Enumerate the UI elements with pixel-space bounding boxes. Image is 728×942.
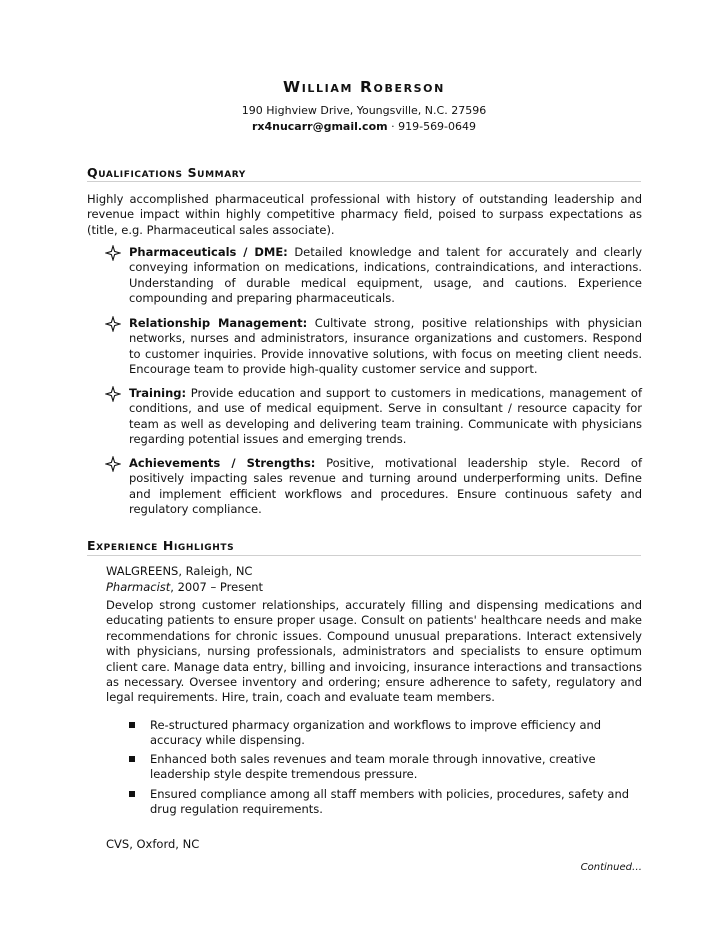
qualifications-summary: Highly accomplished pharmaceutical professional with history of outstanding leadership and revenue impact within highly competitive pharmacy field, poised to surpass expectations as (title, e.g. Pharmaceutical sales associate). <box>87 192 642 237</box>
square-bullet-icon <box>129 791 135 797</box>
job-description: Develop strong customer relationships, accurately filling and dispensing medications and educating patients to ensure proper usage. Consult on patients' healthcare needs and make recommendations for chronic issues. Compound unusual preparations. Interact extensively with physicians, nursing professionals, administrators and specialists to ensure optimum client care. Manage data entry, billing and invoicing, insurance interactions and transactions as necessary. Oversee inventory and ordering; ensure adherence to safety, regulatory and legal requirements. Hire, train, coach and evaluate team members. <box>106 598 642 705</box>
qualification-text <box>129 456 642 518</box>
job-role: Pharmacist <box>106 580 171 594</box>
qualification-lead: Training: <box>129 386 187 400</box>
candidate-address: 190 Highview Drive, Youngsville, N.C. 27596 <box>241 104 487 117</box>
diamond-bullet-icon <box>105 245 121 261</box>
candidate-phone: · 919-569-0649 <box>387 120 477 133</box>
qualification-lead: Pharmaceuticals / DME: <box>129 245 288 259</box>
section-divider <box>87 555 641 556</box>
achievement-text: Re-structured pharmacy organization and workflows to improve efficiency and accuracy while dispensing. <box>150 718 602 748</box>
qualification-lead: Relationship Management: <box>129 316 308 330</box>
qualification-text <box>129 316 642 378</box>
qualification-detail: Positive, motivational leadership style. Record of positively impacting sales revenue and turning around underperforming units. Define and implement efficient workflows and procedures. Ensure continuous safety and regulatory compliance. <box>129 456 642 517</box>
job-employer: WALGREENS, Raleigh, NC <box>106 564 253 578</box>
qualification-detail: Detailed knowledge and talent for accurately and clearly conveying information on medications, indications, contraindications, and interactions. Understanding of durable medical equipment, usage, and cautions. Experience compounding and preparing pharmaceuticals. <box>129 245 642 306</box>
job-dates: , 2007 – Present <box>170 580 264 594</box>
candidate-contact <box>0 120 728 133</box>
qualification-lead: Achievements / Strengths: <box>129 456 316 470</box>
achievement-text: Ensured compliance among all staff members with policies, procedures, safety and drug regulation requirements. <box>150 787 630 817</box>
candidate-email[interactable]: rx4nucarr@gmail.com <box>251 120 388 133</box>
diamond-bullet-icon <box>105 456 121 472</box>
section-divider <box>87 181 641 182</box>
qualification-text <box>129 386 642 448</box>
qualification-text <box>129 245 642 307</box>
continued-note: Continued… <box>580 862 642 873</box>
diamond-bullet-icon <box>105 316 121 332</box>
experience-heading: Experience Highlights <box>87 538 235 553</box>
square-bullet-icon <box>129 722 135 728</box>
qualification-detail: Provide education and support to customers in medications, management of conditions, and use of medical equipment. Serve in consultant / resource capacity for team as well as developing and delivering team training. Communicate with physicians regarding potential issues and emerging trends. <box>129 386 642 447</box>
candidate-name: William Roberson <box>283 78 445 96</box>
qualifications-heading: Qualifications Summary <box>87 165 246 180</box>
job-title-line <box>106 580 642 595</box>
qualification-detail: Cultivate strong, positive relationships with physician networks, nurses and administrators, insurance organizations and customers. Respond to customer inquiries. Provide innovative solutions, with focus on meeting client needs. Encourage team to provide high-quality customer service and support. <box>129 316 643 377</box>
square-bullet-icon <box>129 756 135 762</box>
diamond-bullet-icon <box>105 386 121 402</box>
achievement-text: Enhanced both sales revenues and team morale through innovative, creative leadership style despite tremendous pressure. <box>150 752 596 782</box>
job-employer: CVS, Oxford, NC <box>106 837 200 851</box>
